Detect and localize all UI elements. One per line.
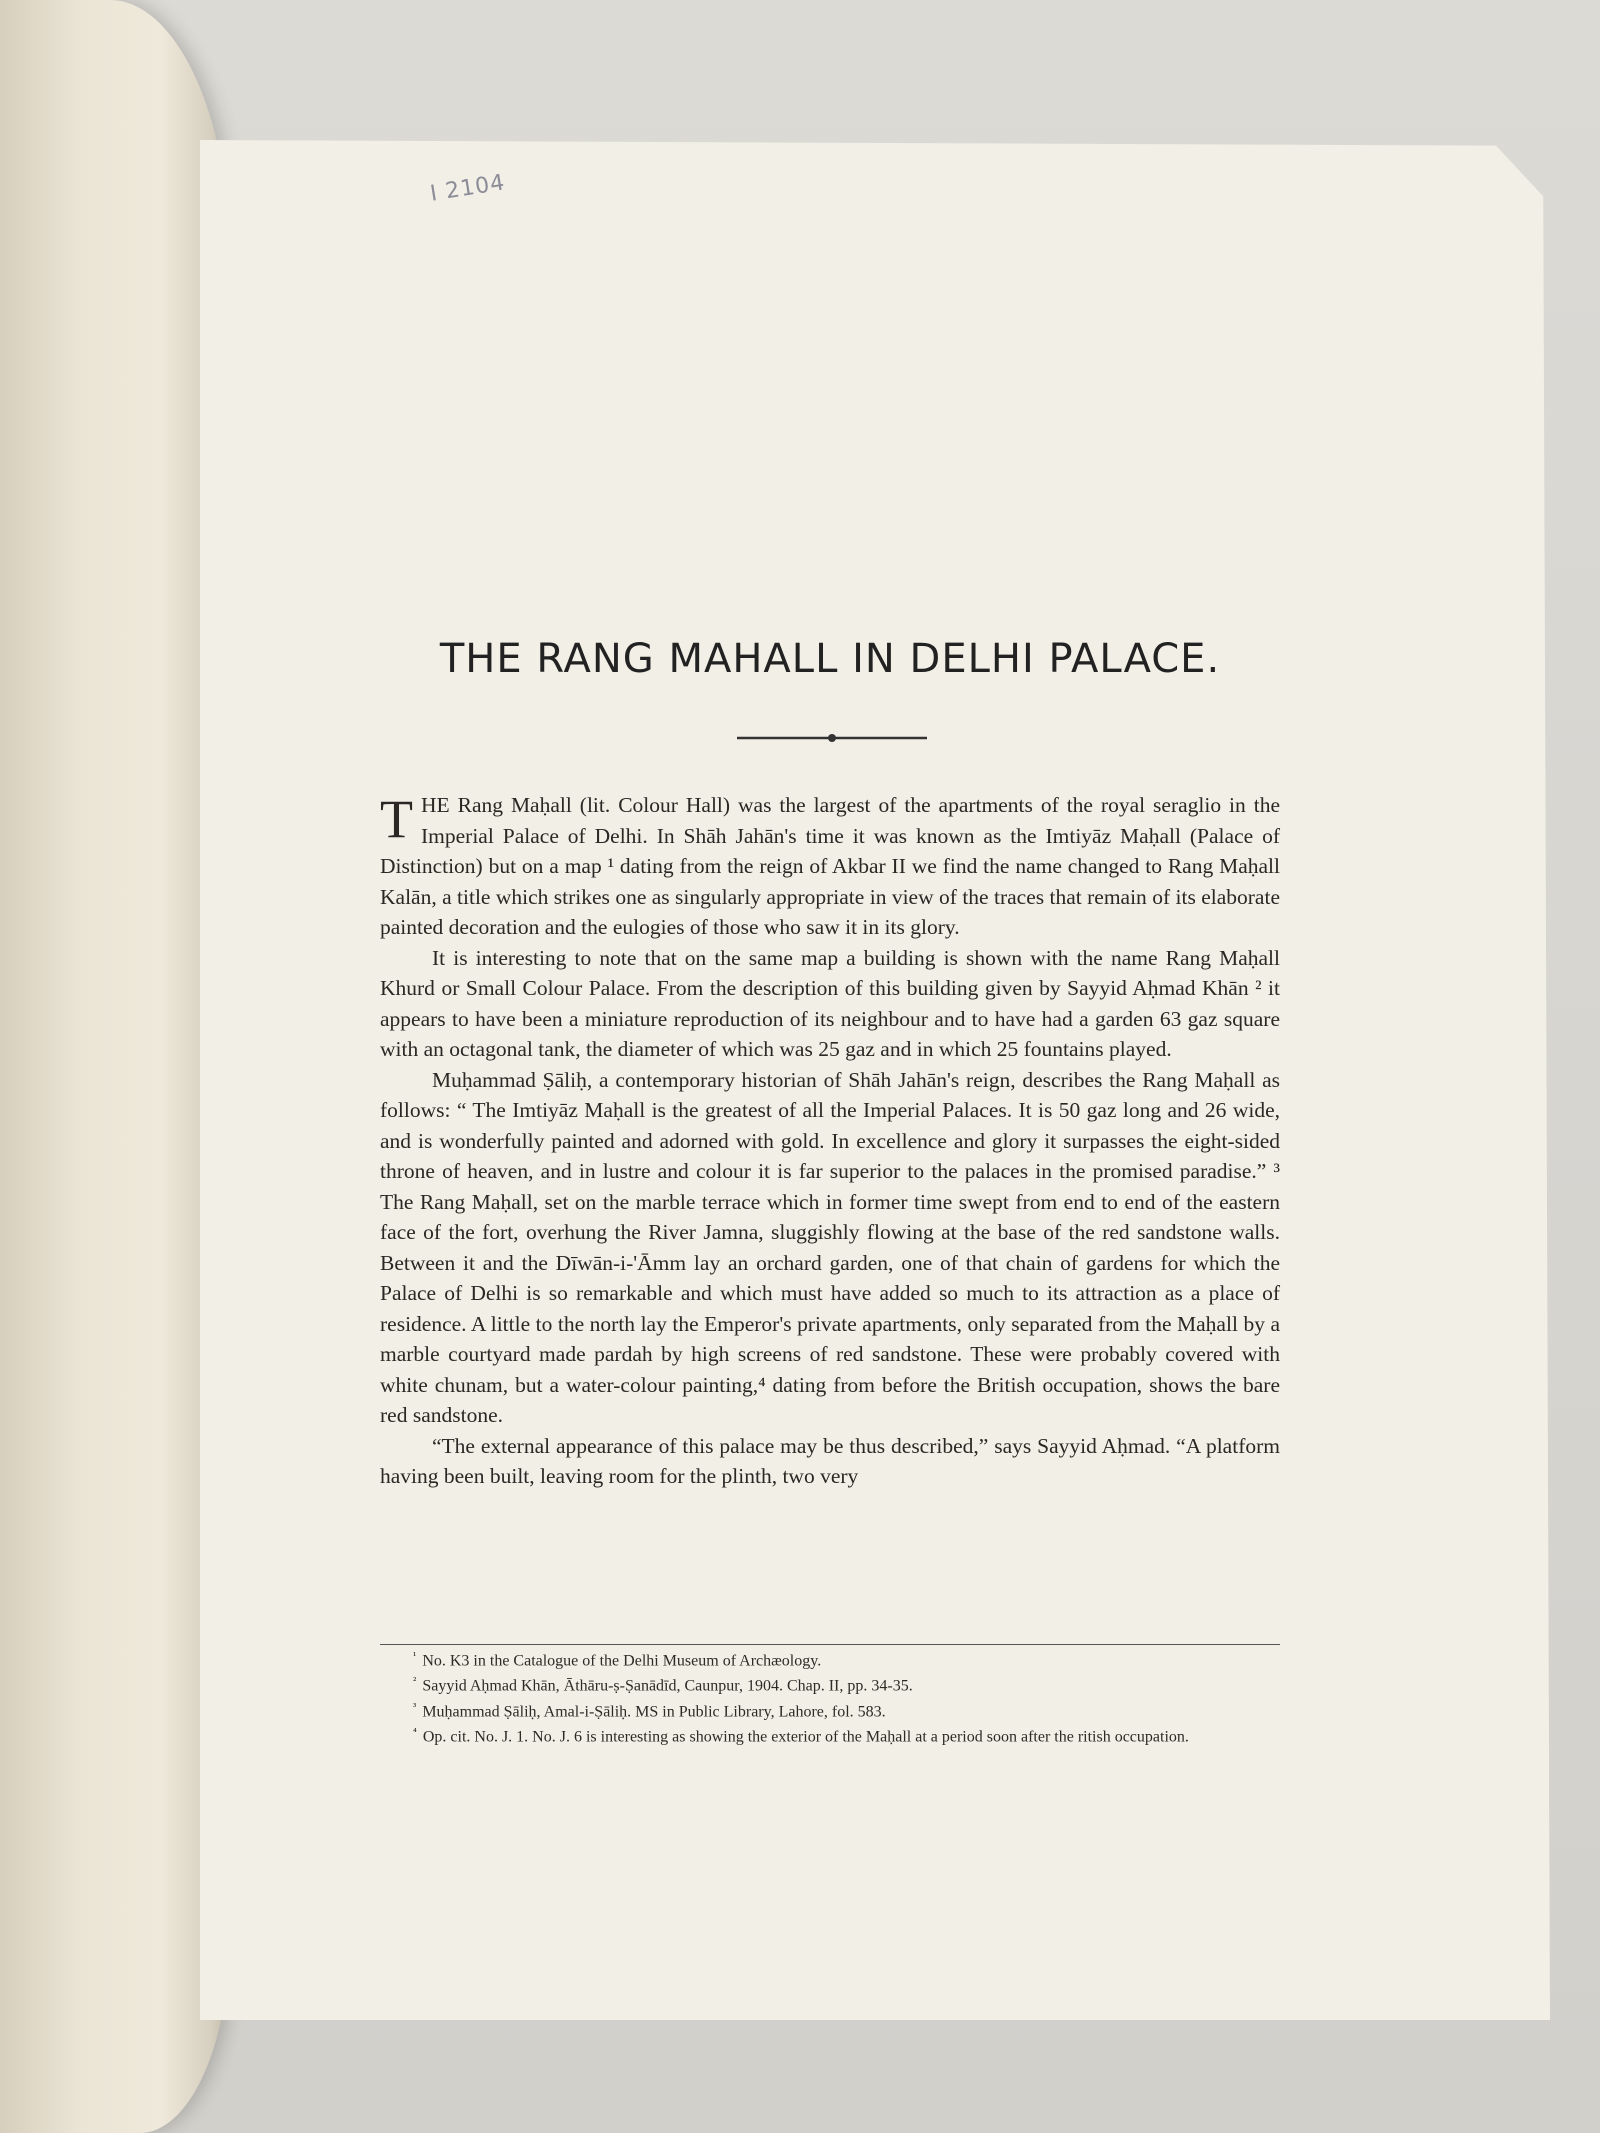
handwritten-inventory-mark: I 2104 — [428, 170, 507, 207]
facing-page-edge — [0, 0, 230, 2133]
article-body — [380, 790, 1280, 1492]
footnote-number: ³ — [413, 1700, 417, 1713]
paragraph-3: Muḥammad Ṣāliḥ, a contemporary historian of Shāh Jahān's reign, describes the Rang Maḥall as follows: “ The Imtiyāz Maḥall is the greatest of all the Imperial Palaces. It is 50 gaz long and 26 wide, and is wonderfully painted and adorned with gold. In excellence and glory it surpasses the eight-sided throne of heaven, and in lustre and colour it is far superior to the palaces in the promised paradise.” ³ The Rang Maḥall, set on the marble terrace which in former time swept from end to end of the eastern face of the fort, overhung the River Jamna, sluggishly flowing at the base of the red sandstone walls. Between it and the Dīwān-i-'Āmm lay an orchard garden, one of that chain of gardens for which the Palace of Delhi is so remarkable and which must have added so much to its attraction as a place of residence. A little to the north lay the Emperor's private apartments, only separated from the Maḥall by a marble courtyard made pardah by high screens of red sandstone. These were probably covered with white chunam, but a water-colour painting,⁴ dating from before the British occupation, shows the bare red sandstone. — [380, 1067, 1280, 1427]
ornament-divider — [737, 732, 927, 744]
footnote-divider — [380, 1644, 1280, 1645]
paragraph-1-text: HE Rang Maḥall (lit. Colour Hall) was the largest of the apartments of the royal seraglio in the Imperial Palace of Delhi. In Shāh Jahān's time it was known as the Imtiyāz Maḥall (Palace of Distinction) but on a map ¹ dating from the reign of Akbar II we find the name changed to Rang Maḥall Kalān, a title which strikes one as singularly appropriate in view of the traces that remain of its elaborate painted decoration and the eulogies of those who saw it in its glory. — [380, 793, 1280, 939]
footnote — [385, 1646, 1283, 1671]
footnote-number: ¹ — [413, 1650, 417, 1662]
paragraph-2: It is interesting to note that on the same map a building is shown with the name Rang Maḥall Khurd or Small Colour Palace. From the description of this building given by Sayyid Aḥmad Khān ² it appears to have been a miniature reproduction of its neighbour and to have had a garden 63 gaz square with an octagonal tank, the diameter of which was 25 gaz and in which 25 fountains played. — [380, 945, 1280, 1061]
footnote — [385, 1722, 1283, 1747]
footnote-text: No. K3 in the Catalogue of the Delhi Museum of Archæology. — [422, 1652, 822, 1670]
footnote — [385, 1697, 1283, 1722]
footnote — [385, 1671, 1283, 1696]
drop-cap: T — [380, 789, 413, 849]
paragraph-4: “The external appearance of this palace may be thus described,” says Sayyid Aḥmad. “A platform having been built, leaving room for the plinth, two very — [380, 1433, 1280, 1488]
footnote-text: Op. cit. No. J. 1. No. J. 6 is interesting as showing the exterior of the Maḥall at a period soon after the ritish occupation. — [422, 1728, 1189, 1746]
footnote-text: Muḥammad Ṣāliḥ, Amal-i-Ṣāliḥ. MS in Public Library, Lahore, fol. 583. — [422, 1702, 886, 1720]
footnote-text: Sayyid Aḥmad Khān, Āthāru-ṣ-Ṣanādīd, Caunpur, 1904. Chap. II, pp. 34-35. — [422, 1677, 913, 1695]
page-title: THE RANG MAHALL IN DELHI PALACE. — [439, 636, 1221, 682]
paragraph-1 — [380, 790, 1280, 943]
footnotes — [385, 1646, 1283, 1747]
footnote-number: ⁴ — [413, 1725, 417, 1738]
footnote-number: ² — [413, 1675, 417, 1688]
